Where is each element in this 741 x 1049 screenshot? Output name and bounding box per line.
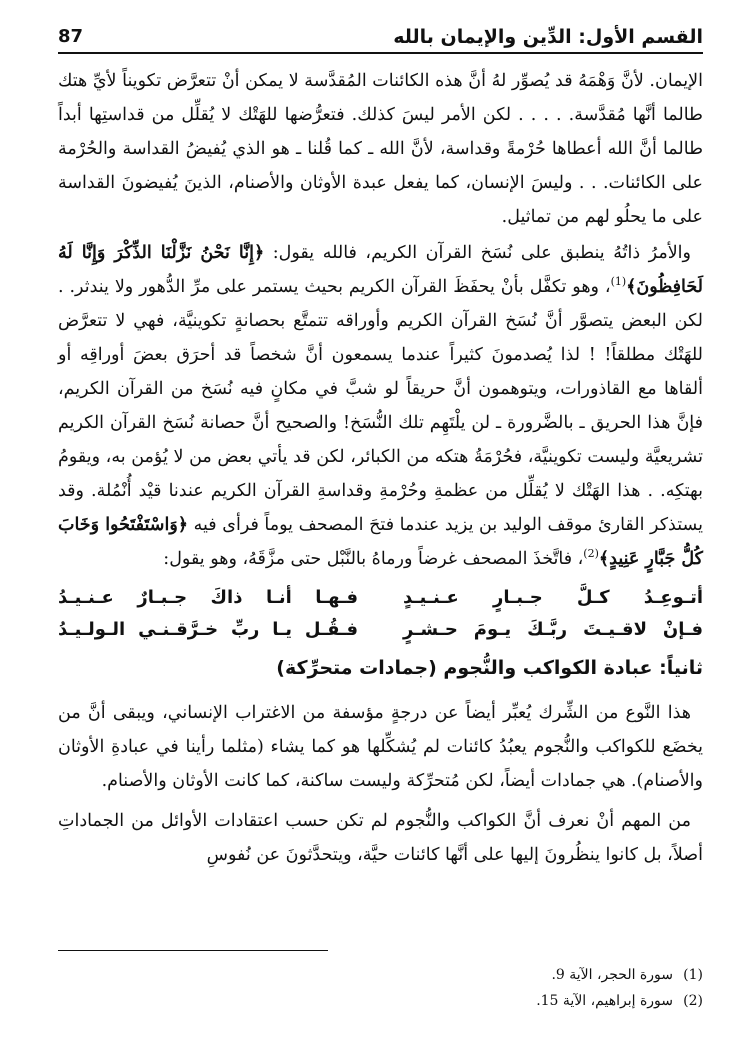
paragraph-3: هذا النَّوع من الشِّرك يُعبِّر أيضاً عن درجةٍ مؤسفة من الاغتراب الإنساني، ويبقى أنَّ من يخضَع للكواكب والنُّجوم يعبُدُ كائنات لم يُشكِّلها هو كما يشاء (مثلما رأينا في عبادةِ الأوثان والأصنام). هي جمادات أيضاً، لكن مُتحرِّكة وليست ساكنة، كما كانت الأوثان والأصنام. — [58, 703, 703, 791]
footnote-2-text: سورة إبراهيم، الآية 15. — [536, 993, 673, 1009]
paragraph-2-text-b: ، وهو تكفَّل بأنْ يحفَظَ القرآن الكريم بحيث يستمر على مرِّ الدُّهور ولا يندثر. . لكن البعض يتصوَّر أنَّ نُسَخ القرآن الكريم وأوراقه تتمتَّع بحصانةٍ تكوينيَّة، فهي لا تتعرَّض للهَتْك مطلقاً! ! لذا يُصدمونَ كثيراً عندما يسمعون أنَّ شخصاً قد أحرَق بعضَ أوراقِه أو ألقاها مع القاذورات، ويتوهمون أنَّ حريقاً لو شبَّ في مكانٍ فيه نُسَخ من القرآن الكريم، فإنَّ هذا الحريق ـ بالضَّرورة ـ لن يلْتَهِم تلك النُّسَخ! والصحيح أنَّ حصانة نُسَخ القرآن الكريم تشريعيَّة وليست تكوينيَّة، فحُرْمَةُ هتكه من الكبائر، لكن قد يأتي بعض من لا يُؤمن به، ويقومُ بهتكِه. . هذا الهَتْك لا يُقلِّل من عظمةِ وحُرْمةِ وقداسةِ القرآن الكريم عندنا قيْد أُنْمُلة. وقد يستذكر القارئ موقف الوليد بن يزيد عندما فتحَ المصحف يوماً فرأى فيه — [58, 277, 703, 535]
paragraph-2-text-a: والأمرُ ذاتُهُ ينطبق على نُسَخ القرآن الكريم، فالله يقول: — [264, 243, 691, 263]
quran-verse-2: ﴿وَاسْتَفْتَحُوا وَخَابَ كُلُّ جَبَّارٍ عَنِيدٍ﴾ — [58, 515, 703, 569]
poem-verse-2 — [58, 614, 703, 646]
footnote-1-text: سورة الحجر، الآية 9. — [551, 967, 673, 983]
section-heading: ثانياً: عبادة الكواكب والنُّجوم (جمادات متحرِّكة) — [276, 657, 703, 679]
paragraph-4: من المهم أنْ نعرف أنَّ الكواكب والنُّجوم لم تكن حسب اعتقادات الأوائل من الجماداتِ أصلاً، بل كانوا ينظُرونَ إليها على أنَّها كائنات حيَّة، ويتحدَّثونَ عن نُفوسِ — [58, 811, 703, 865]
poem-verse-1 — [58, 582, 703, 614]
poem-verse-1-second-hemistich: فـهـا أنـا ذاكَ جـبـارٌ عـنـيـدُ — [58, 587, 358, 608]
footnote-2-number: (2) — [683, 993, 703, 1009]
paragraph-1: الإيمان. لأنَّ وَهْمَهُ قد يُصوِّر لهُ أنَّ هذه الكائنات المُقدَّسة لا يمكن أنْ تتعرَّض تكويناً لأيِّ هتك طالما أنَّها مُقدَّسة. . . . . لكن الأمر ليسَ كذلك. فتعرُّضها للهَتْك لا يُقلِّل من قداستِها أبداً طالما أنَّ الله أعطاها حُرْمةً وقداسة، لأنَّ الله ـ كما قُلنا ـ هو الذي يُفيضُ القداسة والحُرْمة على الكائنات. . . وليسَ الإنسان، كما يفعل عبدة الأوثان والأصنام، الذينَ يُفيضونَ القداسة على ما يحلُو لهم من تماثيل. — [58, 71, 703, 227]
footnote-2 — [536, 988, 703, 1014]
footnote-1 — [536, 962, 703, 988]
paragraph-2 — [58, 236, 703, 576]
footnote-ref-2[interactable]: (2) — [583, 547, 599, 561]
book-page — [58, 22, 703, 1027]
footnote-ref-1[interactable]: (1) — [610, 275, 627, 289]
page-number: 87 — [58, 26, 84, 47]
poem-verse-2-second-hemistich: فـقُـل يـا ربِّ خـرَّقـنـي الـولـيـدُ — [58, 619, 358, 640]
footnotes — [536, 962, 703, 1014]
footnote-divider — [58, 950, 328, 951]
footnote-1-number: (1) — [683, 967, 703, 983]
paragraph-2-text-c: ، فاتَّخذَ المصحف غرضاً ورماهُ بالنَّبْل حتى مزَّقَهُ، وهو يقول: — [163, 549, 584, 569]
quran-verse-1: ﴿إِنَّا نَحْنُ نَزَّلْنَا الذِّكْرَ وَإِنَّا لَهُ لَحَافِظُونَ﴾ — [58, 243, 703, 297]
poem — [58, 582, 703, 646]
poem-verse-1-first-hemistich: أتـوعِـدُ كـلَّ جـبـارٍ عـنـيـدٍ — [403, 587, 703, 608]
running-header — [58, 22, 703, 54]
running-title: القسم الأول: الدِّين والإيمان بالله — [393, 26, 703, 48]
poem-verse-2-first-hemistich: فـإنْ لاقـيـتَ ربَّـكَ يـومَ حـشـرٍ — [403, 619, 703, 640]
